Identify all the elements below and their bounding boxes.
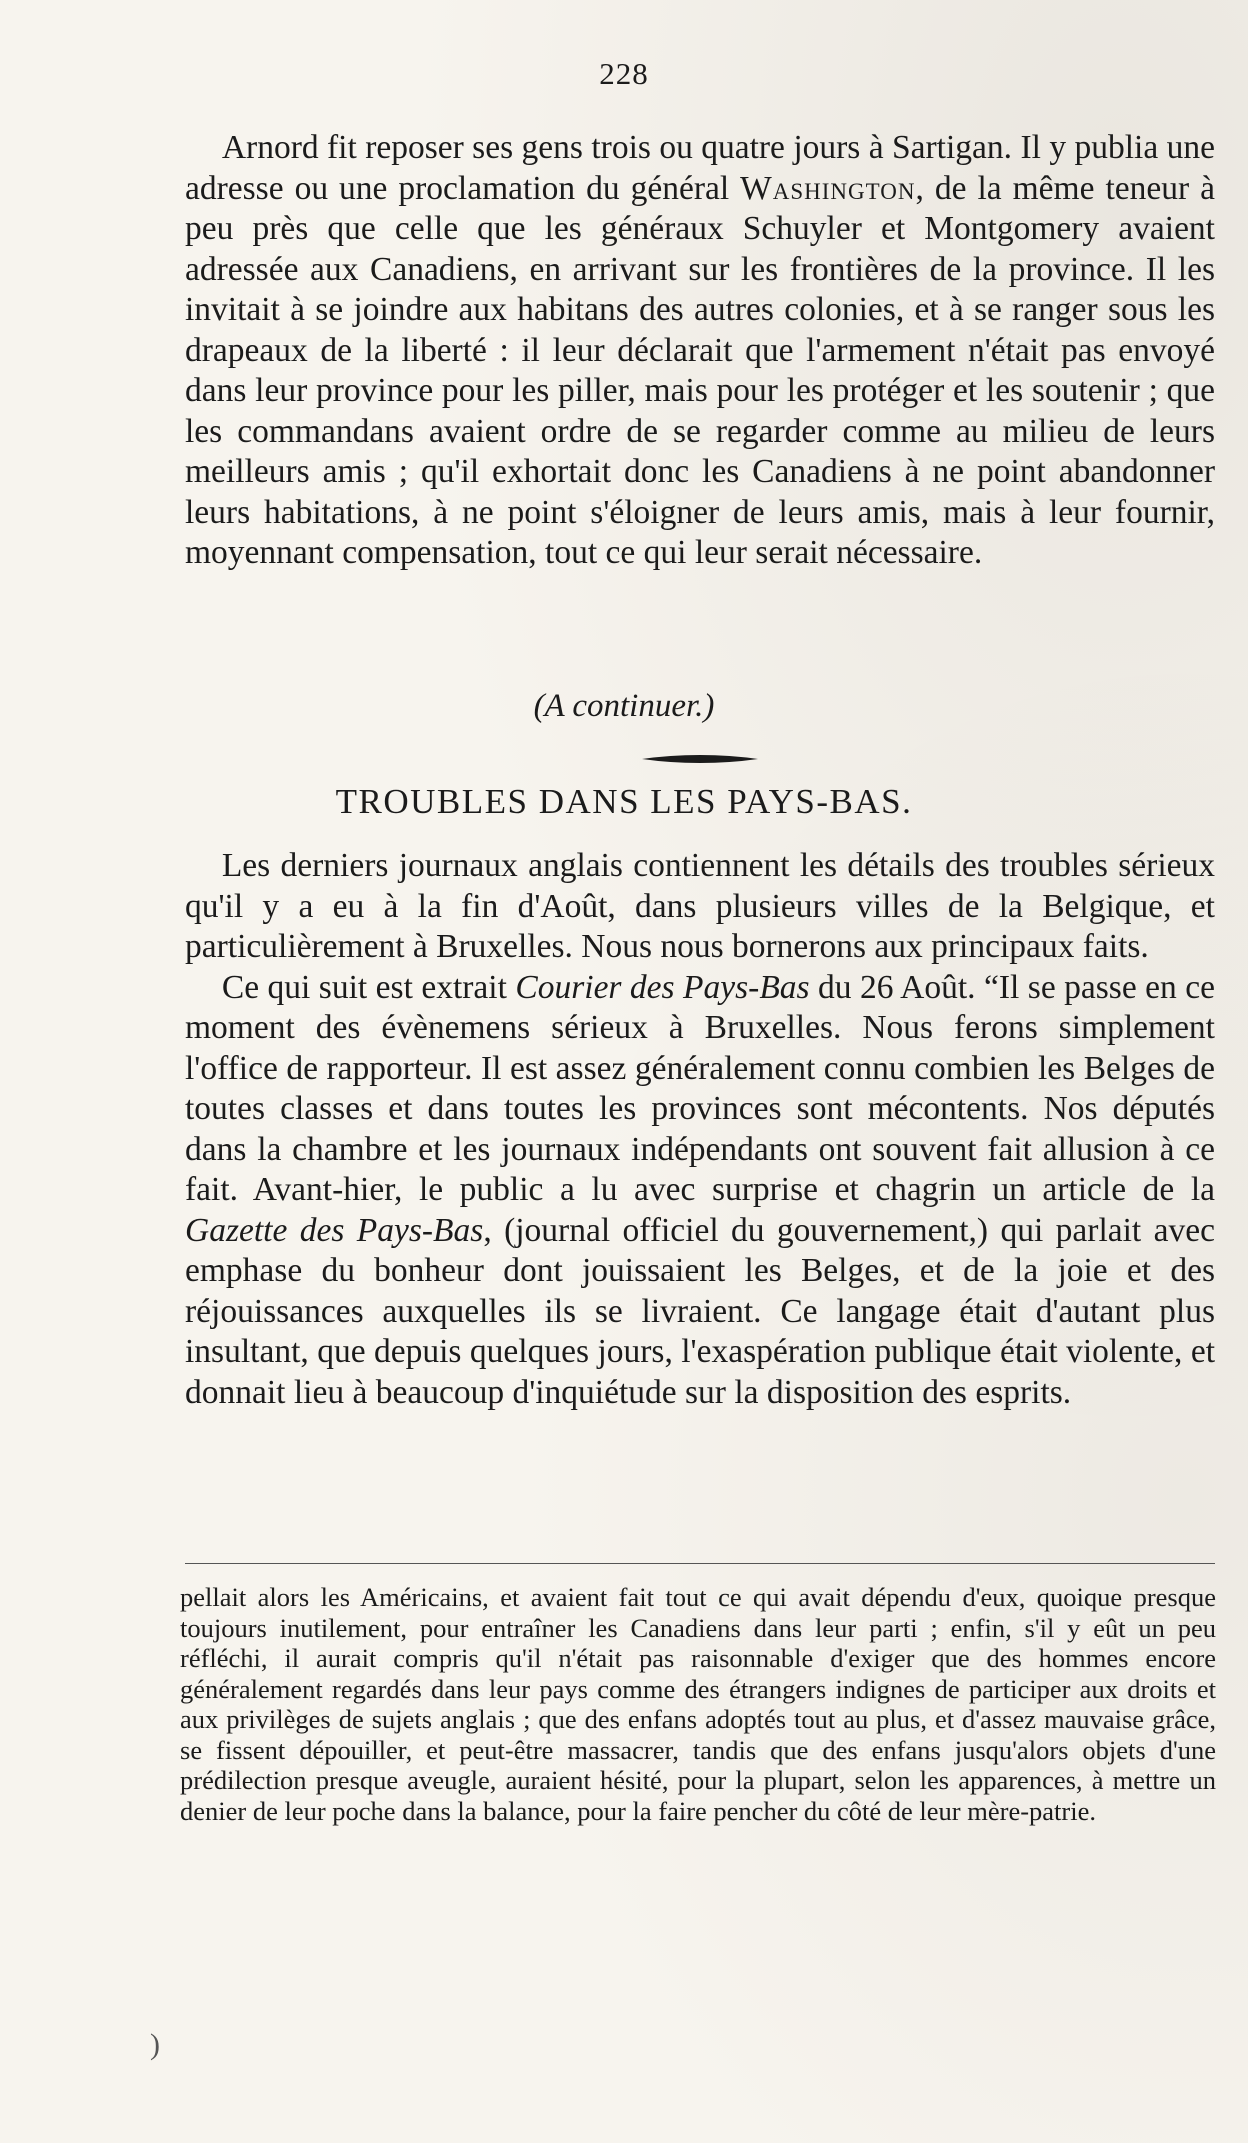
stray-mark: ) xyxy=(150,2028,160,2061)
name-washington: Washington xyxy=(740,169,916,207)
paragraph-arnold-proclamation xyxy=(185,128,1215,574)
source-gazette-title: Gazette des Pays-Bas xyxy=(185,1211,484,1249)
footnote-separator-rule xyxy=(185,1563,1215,1564)
main-text-lower xyxy=(185,846,1215,1413)
footnote-text: pellait alors les Américains, et avaient fait tout ce qui avait dépendu d'eux, quoique presque toujours inutilement, pour entraîner les Canadiens dans leur parti ; enfin, s'il y eût un peu réfléchi, il aurait compris qu'il n'était pas raisonnable d'exiger que des hommes encore généralement regardés dans leur pays comme des étrangers indignes de participer aux droits et aux privilèges de sujets anglais ; que des enfans adoptés tout au plus, et d'assez mauvaise grâce, se fissent dépouiller, et peut-être massacrer, tandis que des enfans jusqu'alors objets d'une prédilection presque aveugle, auraient hésité, pour la plupart, selon les apparences, à mettre un denier de leur poche dans la balance, pour la faire pencher du côté de leur mère-patrie. xyxy=(180,1582,1216,1826)
page-number: 228 xyxy=(599,56,649,91)
paragraph-courier-extract xyxy=(185,968,1215,1414)
paragraph-1-text-b: , de la même teneur à peu près que celle que les généraux Schuyler et Montgomery avaient adressée aux Canadiens, en arrivant sur les frontières de la province. Il les invitait à se joindre aux habitans des autres colonies, et à se ranger sous les drapeaux de la liberté : il leur déclarait que l'armement n'était pas envoyé dans leur province pour les piller, mais pour les protéger et les soutenir ; que les commandans avaient ordre de se regarder comme au milieu de leurs meilleurs amis ; qu'il exhortait donc les Canadiens à ne point abandonner leurs habitations, à ne point s'éloigner de leurs amis, mais à leur fournir, moyennant compensation, tout ce qui leur serait nécessaire. xyxy=(185,169,1215,571)
paragraph-1-text-a: Arnord fit reposer ses gens trois ou quatre jours à Sartigan. Il y publia une adresse ou une proclamation du général xyxy=(185,129,1215,207)
paragraph-3-text-a: Ce qui suit est extrait xyxy=(221,968,516,1006)
source-courier-title: Courier des Pays-Bas xyxy=(515,968,810,1006)
section-heading: TROUBLES DANS LES PAYS-BAS. xyxy=(335,782,913,821)
paragraph-3-text-b: du 26 Août. “Il se passe en ce moment des évènemens sérieux à Bruxelles. Nous ferons simplement l'office de rapporteur. Il est assez généralement connu combien les Belges de toutes classes et dans toutes les provinces sont mécontents. Nos députés dans la chambre et les journaux indépendants ont souvent fait allusion à ce fait. Avant-hier, le public a lu avec surprise et chagrin un article de la xyxy=(185,968,1216,1208)
paragraph-belgian-troubles: Les derniers journaux anglais contiennent les détails des troubles sérieux qu'il y a eu à la fin d'Août, dans plusieurs villes de la Belgique, et particulièrement à Bruxelles. Nous nous bornerons aux principaux faits. xyxy=(185,847,1215,965)
section-body xyxy=(185,846,1215,1413)
section-divider-ornament xyxy=(640,752,760,766)
main-text-upper xyxy=(185,128,1215,574)
paragraph-3-text-c: , (journal officiel du gouvernement,) qui parlait avec emphase du bonheur dont jouissaient les Belges, et de la joie et des réjouissances auxquelles ils se livraient. Ce langage était d'autant plus insultant, que depuis quelques jours, l'exaspération publique était violente, et donnait lieu à beaucoup d'inquiétude sur la disposition des esprits. xyxy=(185,1211,1215,1411)
continuation-note: (A continuer.) xyxy=(533,688,715,724)
